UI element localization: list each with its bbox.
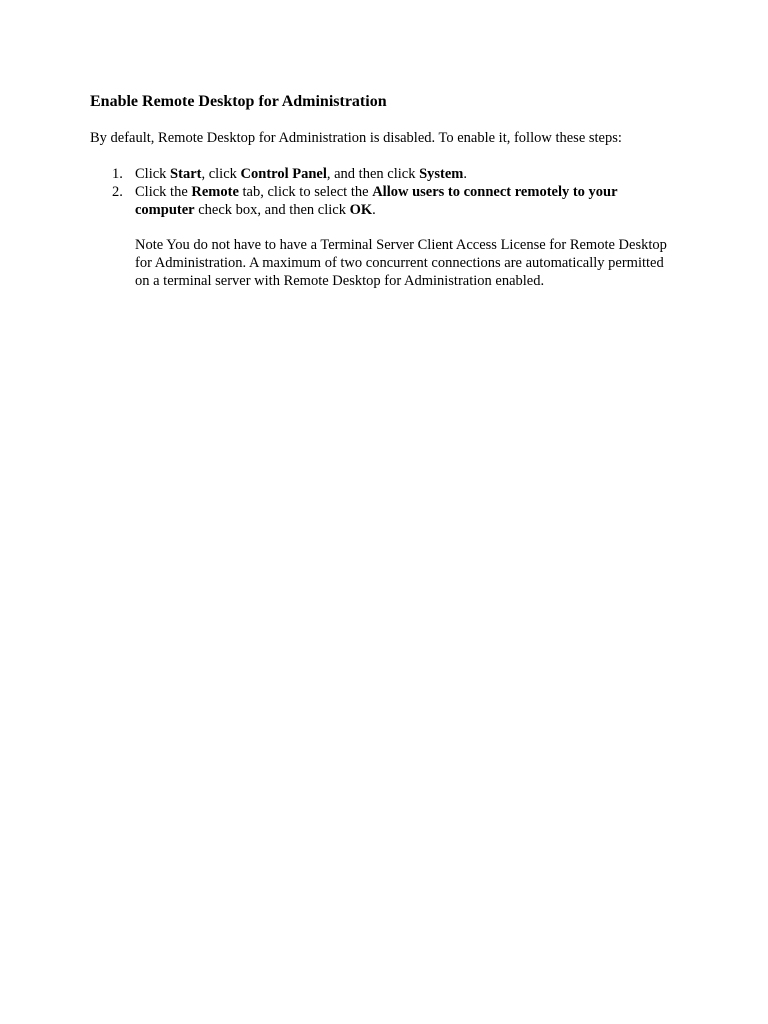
step-number: 2. [112, 184, 123, 200]
step-text: . [372, 202, 376, 218]
step-text: . [463, 166, 468, 182]
step-number: 1. [112, 166, 123, 182]
intro-paragraph: By default, Remote Desktop for Administration is disabled. To enable it, follow these steps: [90, 130, 622, 146]
bold-term: Control Panel [240, 166, 327, 182]
step-text: Click [135, 166, 171, 182]
step-text: , and then click [326, 166, 420, 182]
note-paragraph: Note You do not have to have a Terminal Server Client Access License for Remote Desktop for Administration. A maximum of two concurrent connections are automatically permitted on a terminal server with Remote Desktop for Administration enabled. [135, 237, 667, 289]
step-item-1 [90, 165, 680, 183]
steps-list [90, 165, 680, 219]
step-item-2 [90, 183, 680, 219]
document-heading: Enable Remote Desktop for Administration [90, 93, 387, 110]
bold-term: System [419, 166, 464, 182]
bold-term: Remote [191, 184, 239, 200]
step-text: tab, click to select the [238, 184, 373, 200]
bold-term: Start [170, 166, 202, 182]
step-text: , click [201, 166, 241, 182]
document-body [90, 92, 680, 290]
step-text: Click the [135, 184, 192, 200]
bold-term: OK [349, 202, 373, 218]
bold-term: Allow users to connect remotely to your computer [135, 184, 618, 218]
step-text: check box, and then click [194, 202, 350, 218]
